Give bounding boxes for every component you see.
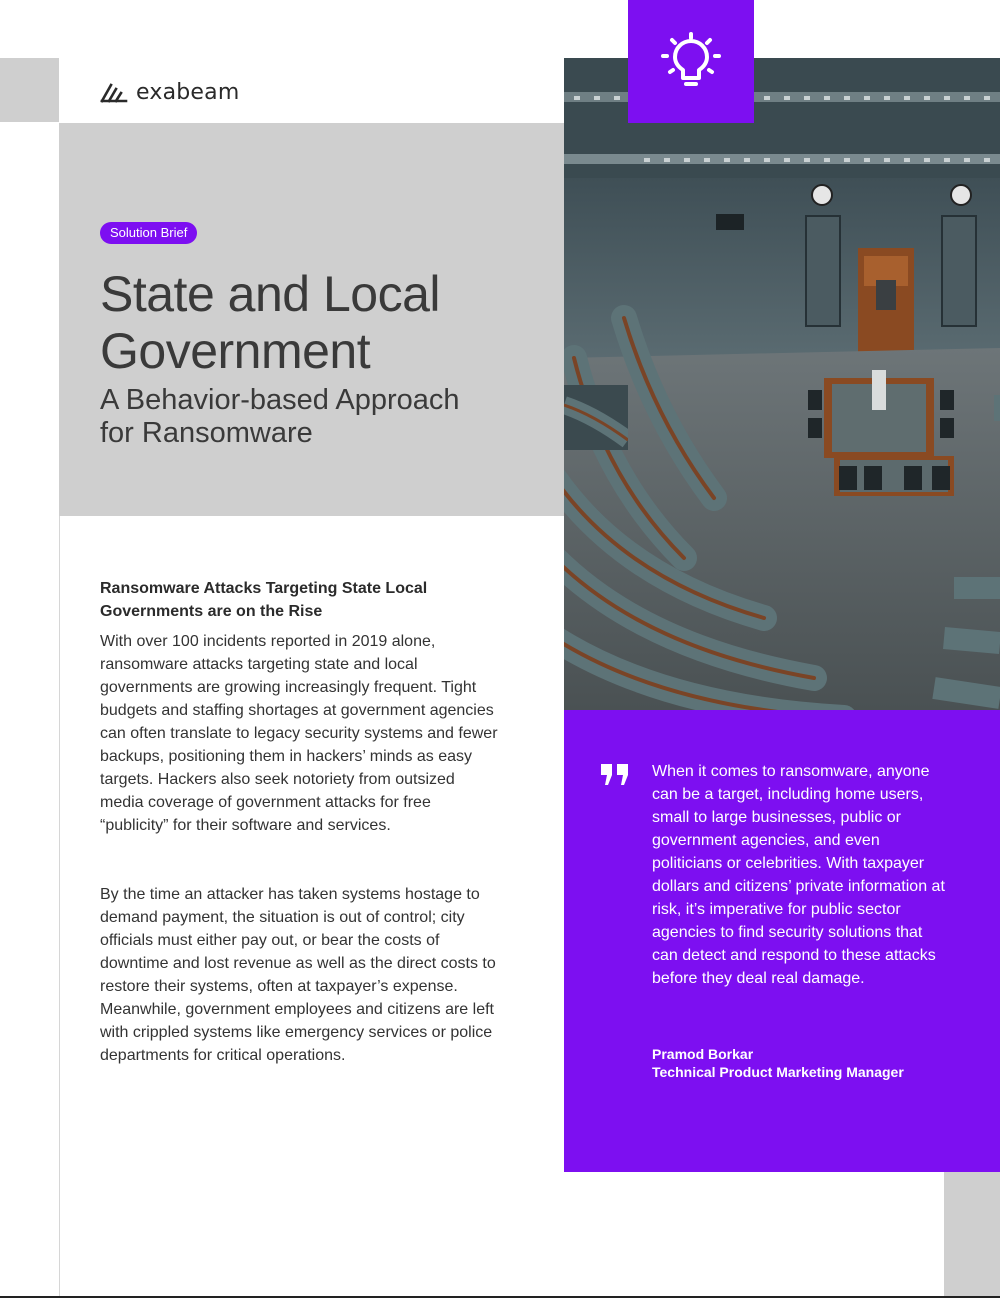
body-paragraph-2: By the time an attacker has taken systems hostage to demand payment, the situation is out of control; city officials must either pay out, or bear the costs of downtime and lost revenue as well as the direct costs to restore their systems, often at taxpayer’s expense. Meanwhile, government employees and citizens are left with crippled systems like emergency services or police departments for critical operations. bbox=[100, 886, 496, 1064]
decorative-gray-block-bottom bbox=[944, 1172, 1000, 1298]
section-heading-line-1: Ransomware Attacks Targeting State Local bbox=[100, 580, 428, 597]
chamber-photo-notch bbox=[564, 385, 628, 450]
quote-author: Pramod Borkar bbox=[652, 1046, 754, 1062]
chamber-photo bbox=[564, 58, 1000, 710]
section-heading-line-2: Governments are on the Rise bbox=[100, 603, 323, 620]
document-type-badge: Solution Brief bbox=[100, 222, 197, 244]
exabeam-logo-icon bbox=[100, 81, 128, 103]
subtitle-line-1: A Behavior-based Approach bbox=[100, 384, 460, 416]
body-paragraph-1: With over 100 incidents reported in 2019 alone, ransomware attacks targeting state and local governments are growing increasingly frequent. Tight budgets and staffing shortages at government agencies can often translate to legacy security systems and fewer backups, positioning them in hackers’ minds as easy targets. Hackers also seek notoriety from outsized media coverage of government attacks for free “publicity” for their software and services. bbox=[100, 633, 498, 834]
quote-author-role: Technical Product Marketing Manager bbox=[652, 1064, 904, 1080]
quote-text: When it comes to ransomware, anyone can be a target, including home users, small to large businesses, public or government agencies, and even politicians or celebrities. With taxpayer dollars and citizens’ private information at risk, it’s imperative for public sector agencies to find security solutions that can detect and respond to these attacks before they deal real damage. bbox=[652, 763, 945, 987]
subtitle-line-2: for Ransomware bbox=[100, 417, 313, 449]
quote-mark-icon bbox=[601, 764, 629, 786]
left-rule-divider bbox=[59, 516, 60, 1298]
page-title bbox=[100, 266, 560, 380]
page-subtitle bbox=[100, 384, 560, 450]
decorative-gray-block bbox=[0, 58, 59, 122]
title-line-1: State and Local bbox=[100, 266, 440, 322]
lightbulb-tile bbox=[628, 0, 754, 123]
title-line-2: Government bbox=[100, 323, 371, 379]
section-heading bbox=[100, 577, 500, 623]
brand-wordmark: exabeam bbox=[136, 79, 240, 105]
lightbulb-icon bbox=[659, 30, 723, 94]
exabeam-logo bbox=[100, 78, 239, 106]
